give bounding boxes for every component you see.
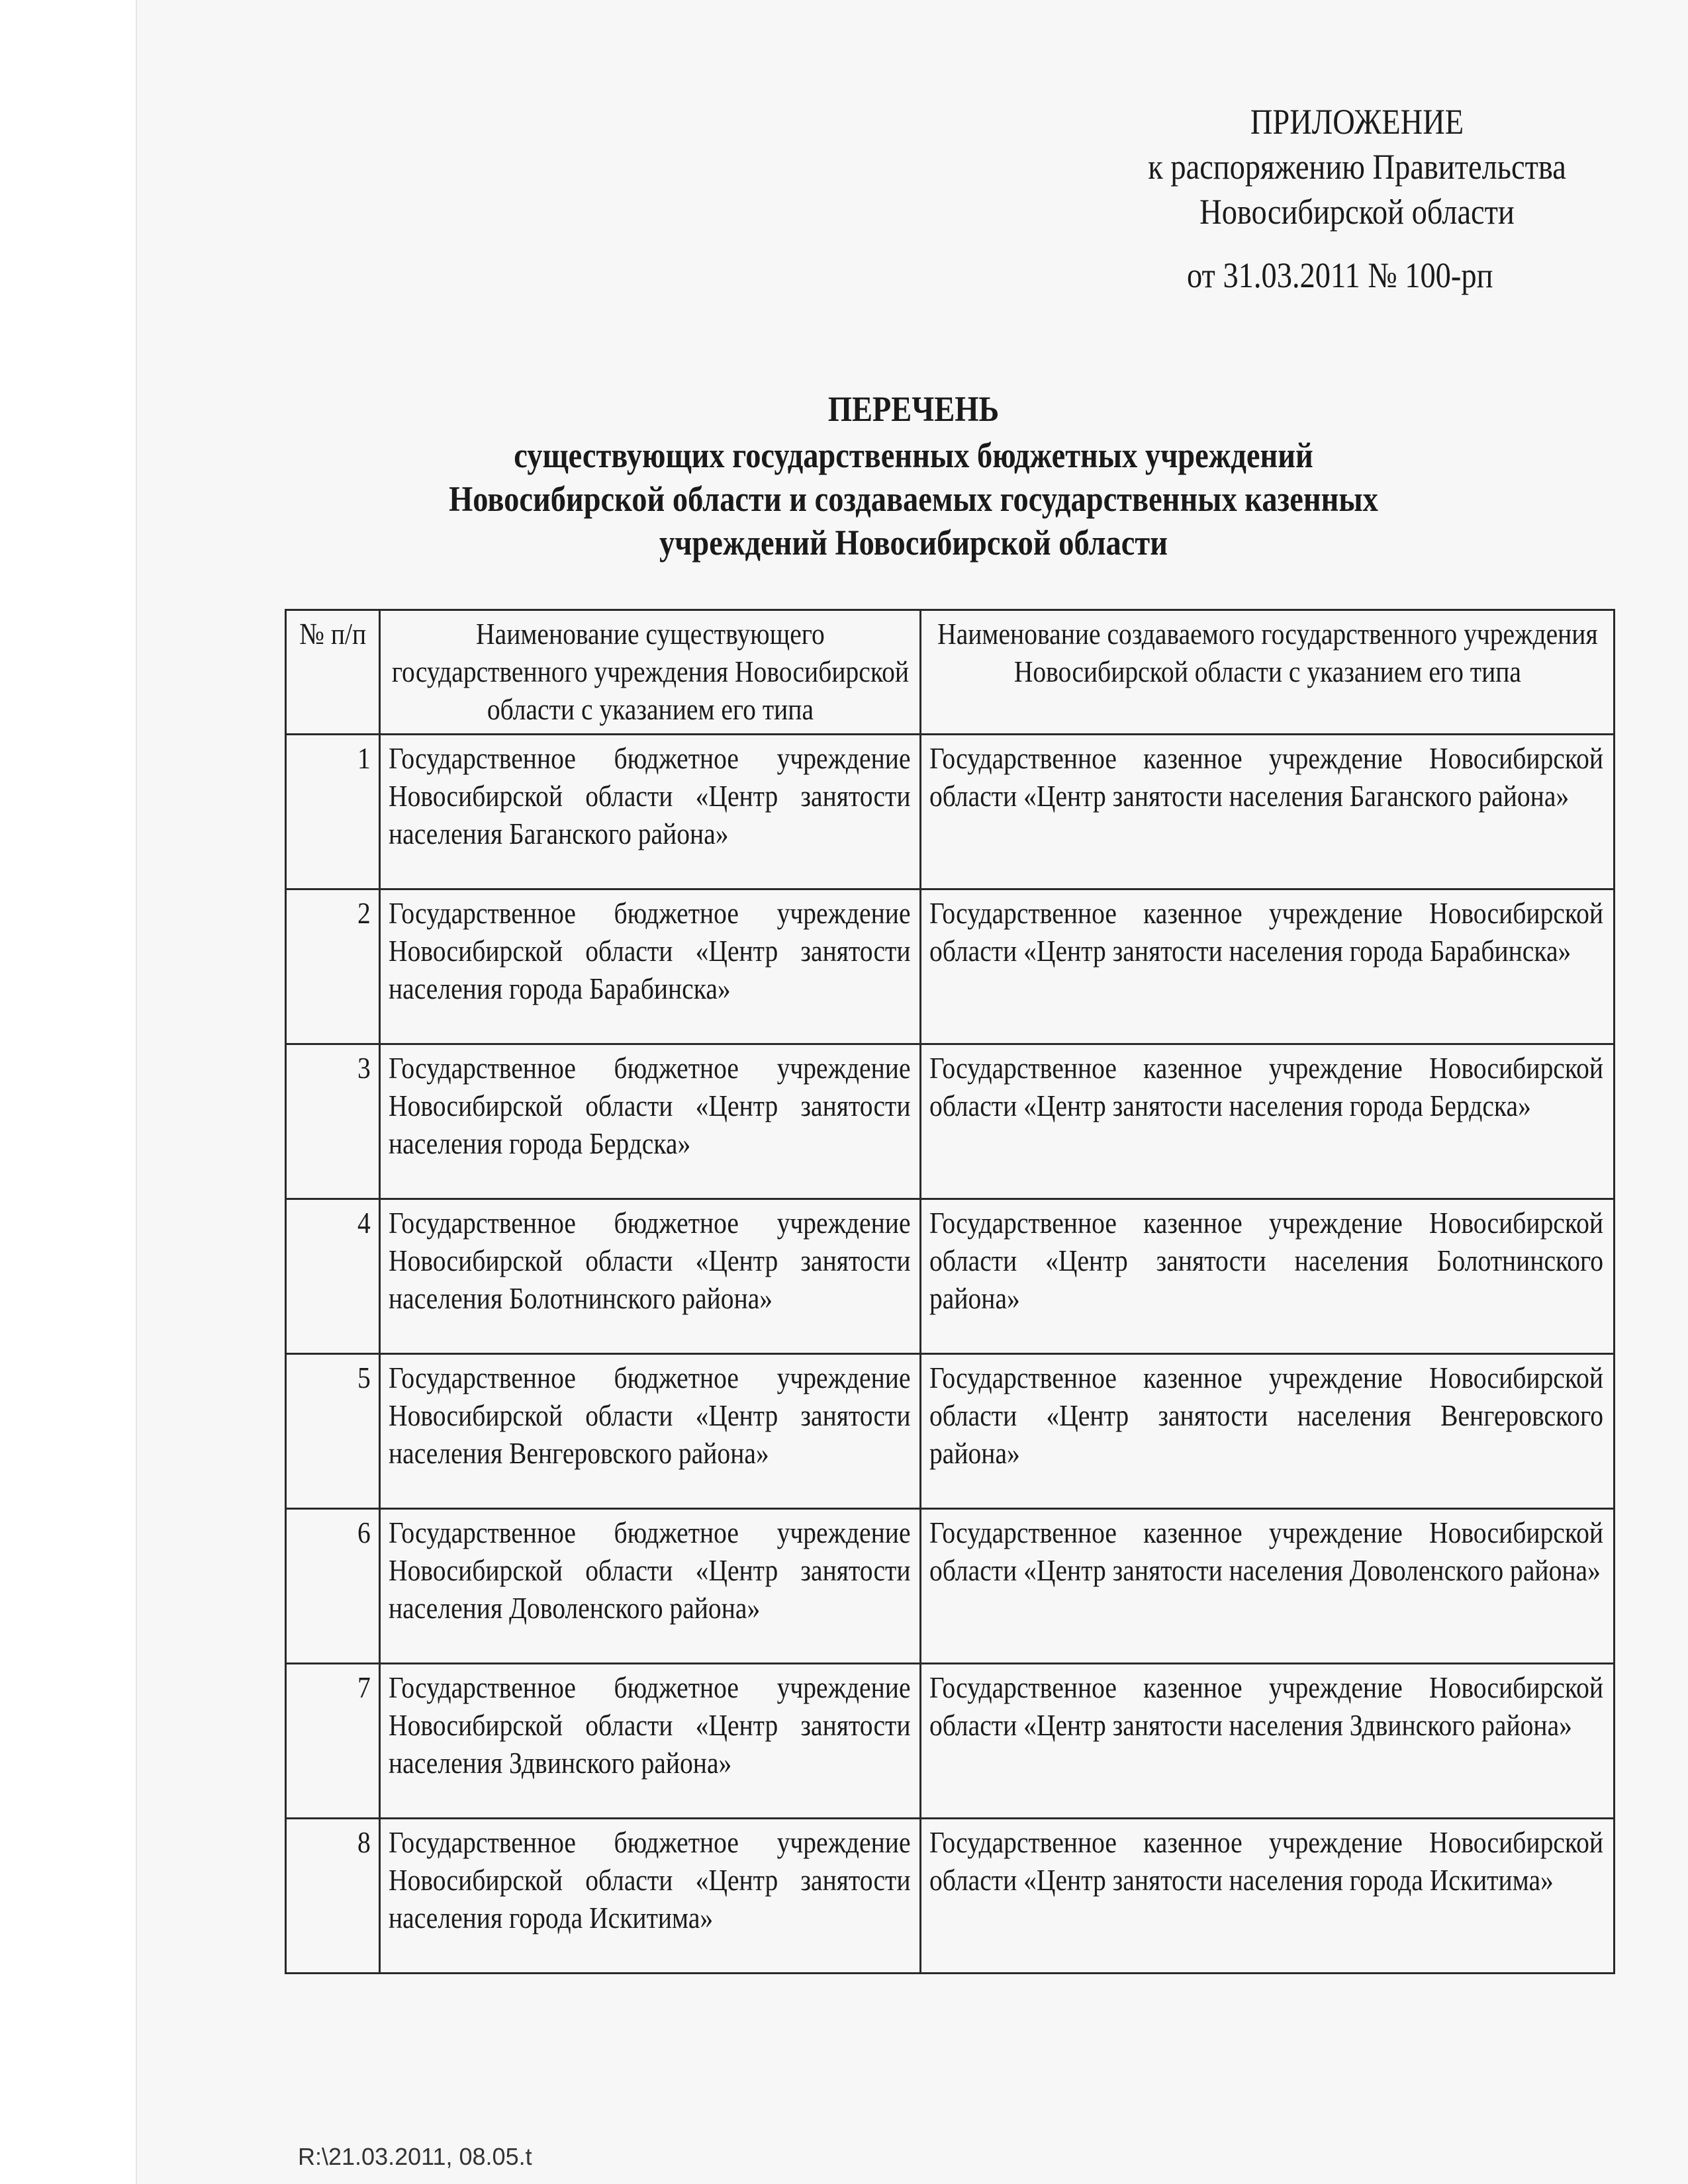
new-institution-cell-text: Государственное казенное учреждение Новосибирской области «Центр занятости населения города Барабинска»: [929, 896, 1604, 968]
new-institution-cell-text: Государственное казенное учреждение Новосибирской области «Центр занятости населения Баганского района»: [929, 741, 1604, 813]
row-number: [286, 1044, 380, 1199]
row-number-text: 2: [357, 896, 371, 930]
existing-institution-cell-text: Государственное бюджетное учреждение Новосибирской области «Центр занятости населения города Барабинска»: [389, 896, 911, 1005]
existing-institution-cell: [380, 1199, 921, 1354]
header-new-text: Наименование создаваемого государственного учреждения Новосибирской области с указанием его типа: [937, 617, 1598, 688]
table-row: [286, 1664, 1615, 1819]
existing-institution-cell: [380, 1509, 921, 1664]
row-number: [286, 1509, 380, 1664]
title-line-3: учреждений Новосибирской области: [659, 523, 1168, 563]
row-number-text: 1: [357, 741, 371, 775]
row-number-text: 7: [357, 1670, 371, 1704]
appendix-block: [1101, 99, 1613, 298]
row-number-text: 4: [357, 1206, 371, 1240]
existing-institution-cell-text: Государственное бюджетное учреждение Новосибирской области «Центр занятости населения города Бердска»: [389, 1051, 911, 1160]
table-row: [286, 1354, 1615, 1509]
table-row: [286, 1199, 1615, 1354]
new-institution-cell-text: Государственное казенное учреждение Новосибирской области «Центр занятости населения города Бердска»: [929, 1051, 1604, 1122]
appendix-date-number: от 31.03.2011 № 100-рп: [1186, 255, 1493, 295]
document-title: [412, 387, 1415, 565]
table-body: [286, 735, 1615, 1974]
row-number-text: 5: [357, 1361, 371, 1394]
header-existing-text: Наименование существующего государственного учреждения Новосибирской области с указанием его типа: [391, 617, 909, 726]
title-heading: ПЕРЕЧЕНЬ: [827, 389, 1000, 429]
existing-institution-cell: [380, 735, 921, 889]
new-institution-cell-text: Государственное казенное учреждение Новосибирской области «Центр занятости населения Венгеровского района»: [929, 1361, 1604, 1470]
table-header-row: [286, 610, 1615, 735]
new-institution-cell: [921, 1199, 1615, 1354]
title-line-2: Новосибирской области и создаваемых государственных казенных: [449, 479, 1378, 519]
existing-institution-cell: [380, 889, 921, 1044]
table-row: [286, 889, 1615, 1044]
appendix-order-reference: к распоряжению Правительства: [1148, 147, 1566, 187]
row-number-text: 8: [357, 1825, 371, 1859]
appendix-label: ПРИЛОЖЕНИЕ: [1250, 102, 1464, 142]
row-number: [286, 735, 380, 889]
table-row: [286, 735, 1615, 889]
new-institution-cell-text: Государственное казенное учреждение Новосибирской области «Центр занятости населения Болотнинского района»: [929, 1206, 1604, 1315]
row-number-text: 3: [357, 1051, 371, 1085]
existing-institution-cell-text: Государственное бюджетное учреждение Новосибирской области «Центр занятости населения Венгеровского района»: [389, 1361, 911, 1470]
existing-institution-cell-text: Государственное бюджетное учреждение Новосибирской области «Центр занятости населения города Искитима»: [389, 1825, 911, 1934]
new-institution-cell-text: Государственное казенное учреждение Новосибирской области «Центр занятости населения города Искитима»: [929, 1825, 1604, 1897]
new-institution-cell: [921, 1354, 1615, 1509]
existing-institution-cell: [380, 1819, 921, 1974]
row-number: [286, 1664, 380, 1819]
header-new-institution: [921, 610, 1615, 735]
new-institution-cell: [921, 1509, 1615, 1664]
existing-institution-cell: [380, 1664, 921, 1819]
row-number: [286, 1354, 380, 1509]
row-number: [286, 1199, 380, 1354]
existing-institution-cell: [380, 1044, 921, 1199]
header-number-text: № п/п: [299, 617, 367, 651]
institutions-table: [285, 609, 1615, 1974]
file-reference-footer: R:\21.03.2011, 08.05.t: [298, 2143, 532, 2170]
row-number: [286, 889, 380, 1044]
new-institution-cell: [921, 1819, 1615, 1974]
header-existing-institution: [380, 610, 921, 735]
table-row: [286, 1819, 1615, 1974]
row-number-text: 6: [357, 1516, 371, 1549]
table-row: [286, 1509, 1615, 1664]
table-row: [286, 1044, 1615, 1199]
existing-institution-cell: [380, 1354, 921, 1509]
new-institution-cell-text: Государственное казенное учреждение Новосибирской области «Центр занятости населения Здвинского района»: [929, 1670, 1604, 1742]
new-institution-cell: [921, 889, 1615, 1044]
existing-institution-cell-text: Государственное бюджетное учреждение Новосибирской области «Центр занятости населения Здвинского района»: [389, 1670, 911, 1780]
title-line-1: существующих государственных бюджетных учреждений: [514, 435, 1313, 475]
existing-institution-cell-text: Государственное бюджетное учреждение Новосибирской области «Центр занятости населения Баганского района»: [389, 741, 911, 850]
existing-institution-cell-text: Государственное бюджетное учреждение Новосибирской области «Центр занятости населения Доволенского района»: [389, 1516, 911, 1625]
new-institution-cell: [921, 735, 1615, 889]
new-institution-cell: [921, 1664, 1615, 1819]
new-institution-cell-text: Государственное казенное учреждение Новосибирской области «Центр занятости населения Доволенского района»: [929, 1516, 1604, 1587]
row-number: [286, 1819, 380, 1974]
new-institution-cell: [921, 1044, 1615, 1199]
existing-institution-cell-text: Государственное бюджетное учреждение Новосибирской области «Центр занятости населения Болотнинского района»: [389, 1206, 911, 1315]
appendix-region: Новосибирской области: [1199, 192, 1515, 232]
header-number: [286, 610, 380, 735]
